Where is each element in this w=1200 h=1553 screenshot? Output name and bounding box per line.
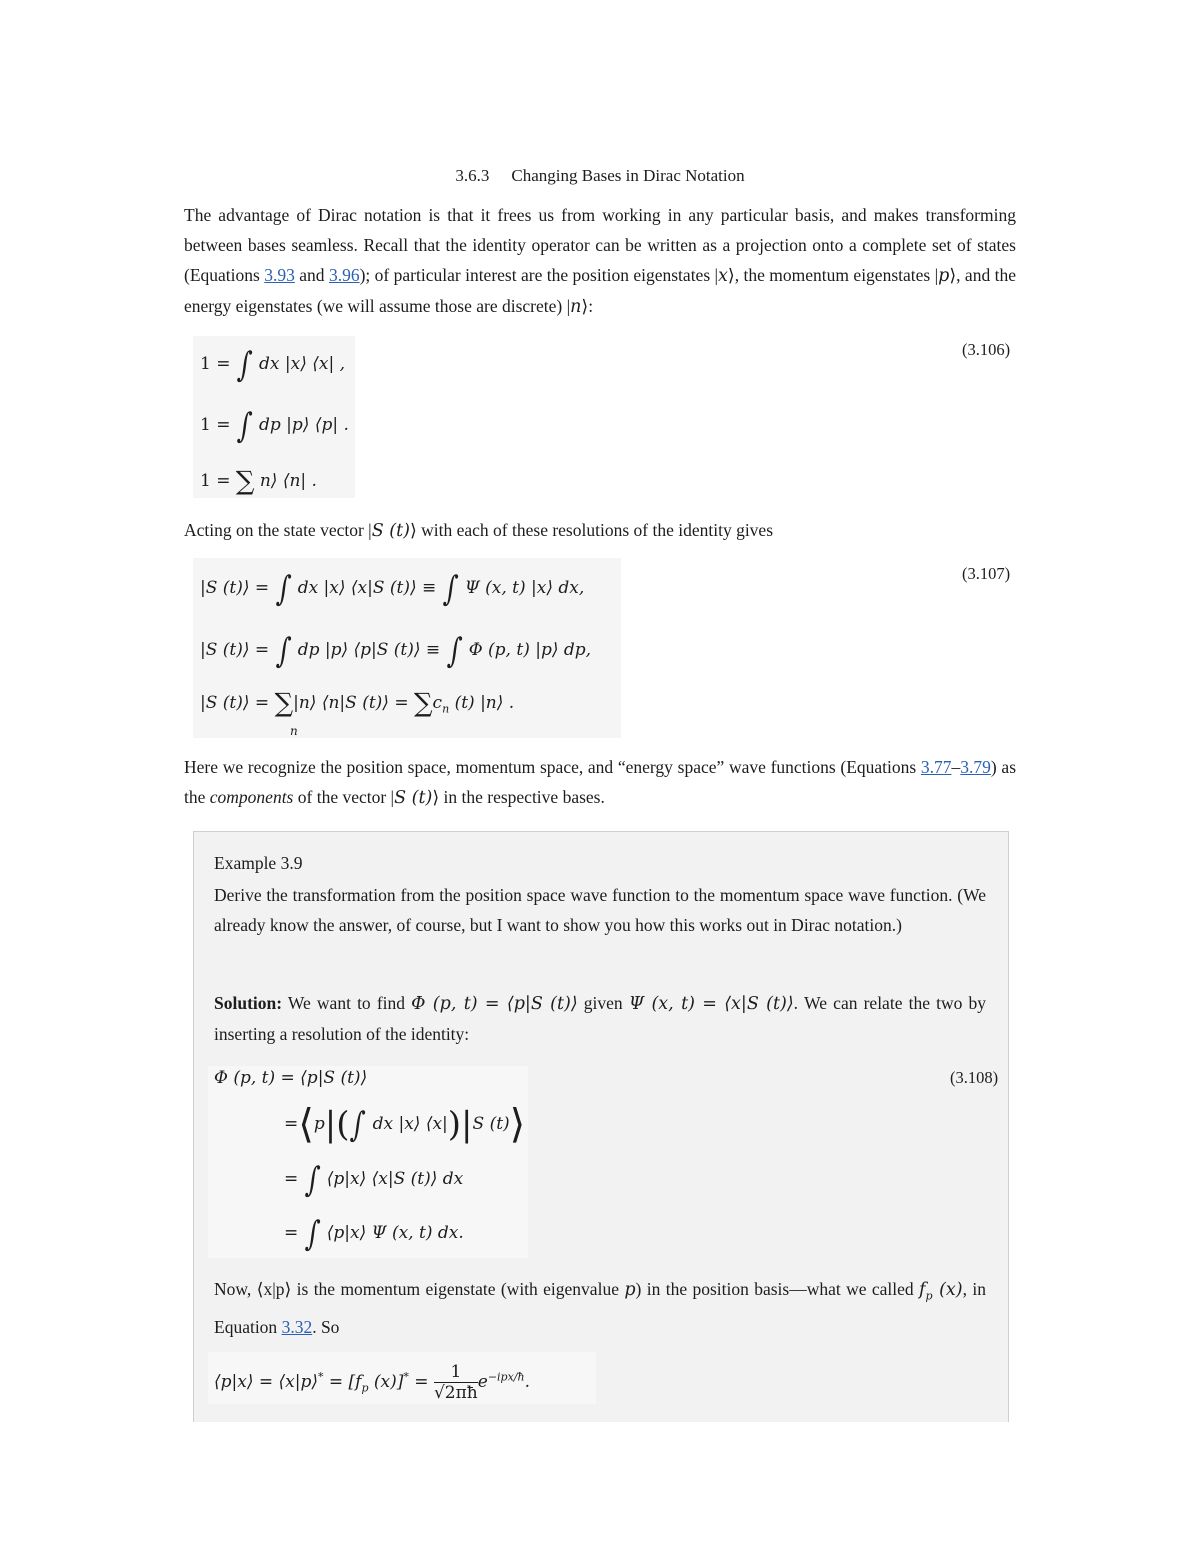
equation-link-3-77[interactable]: 3.77 [920, 757, 952, 777]
equation-3-106-line-1: 1 = ∫ dx |x⟩ ⟨x| , [200, 344, 345, 385]
equation-3-108-line-4: = ∫ ⟨p|x⟩ Ψ (x, t) dx. [284, 1213, 464, 1254]
math-state: S (t) [371, 521, 410, 541]
solution-label: Solution: [214, 993, 283, 1013]
equation-link-3-93[interactable]: 3.93 [264, 265, 295, 285]
equation-3-108-line-2: =⟨p|(∫ dx |x⟩ ⟨x|)|S (t)⟩ [284, 1101, 526, 1148]
intro-text: and [294, 265, 329, 285]
equation-3-107-line-2: |S (t)⟩ = ∫ dp |p⟩ ⟨p|S (t)⟩ ≡ ∫ Φ (p, t) |p⟩ dp, [200, 630, 592, 671]
intro-text: ⟩, the momentum eigenstates | [727, 265, 939, 285]
equation-link-3-79[interactable]: 3.79 [960, 757, 991, 777]
intro-text: ⟩: [581, 296, 594, 316]
intro-text: ); of particular interest are the position eigenstates | [359, 265, 719, 285]
emphasis-components: components [209, 787, 294, 807]
math-x: x [718, 266, 728, 286]
section-number: 3.6.3 [455, 166, 490, 185]
section-title: Changing Bases in Dirac Notation [511, 166, 745, 185]
equation-3-108-line-3: = ∫ ⟨p|x⟩ ⟨x|S (t)⟩ dx [284, 1159, 464, 1200]
math-n: n [570, 297, 582, 317]
equation-number-3-107: (3.107) [962, 564, 1011, 583]
example-title: Example 3.9 [214, 853, 303, 873]
intro-text: The advantage of Dirac notation is that it frees us from working in any particular basis, and makes transforming between bases seamless. Recall that the identity operator can be written as a projection onto a complete set of states (Equations [184, 205, 1016, 285]
equation-number-3-108: (3.108) [950, 1068, 999, 1087]
acting-paragraph: Acting on the state vector |S (t)⟩ with each of these resolutions of the identity gives [184, 520, 774, 541]
equation-link-3-96[interactable]: 3.96 [328, 265, 360, 285]
equation-3-108-line-1: Φ (p, t) = ⟨p|S (t)⟩ [214, 1068, 368, 1088]
math-p: p [938, 266, 950, 286]
intro-text: ⟩, and the energy eigenstates (we will assume those are discrete) | [184, 265, 1016, 316]
example-body: Derive the transformation from the position space wave function to the momentum space wave function. (We already know the answer, of course, but I want to show you how this works out in Dirac notation.) [214, 885, 986, 935]
equation-3-106-line-2: 1 = ∫ dp |p⟩ ⟨p| . [200, 405, 349, 446]
here-paragraph: Here we recognize the position space, momentum space, and “energy space” wave functions (Equations 3.77–3.79) as the components of the vector |S (t)⟩ in the respective bases. [184, 757, 1017, 808]
section-heading [0, 166, 1200, 186]
sum-index: n [290, 724, 298, 738]
equation-3-107-line-3: |S (t)⟩ = ∑|n⟩ ⟨n|S (t)⟩ = $\sum c_n$ (t) |n⟩ . [200, 688, 515, 719]
equation-number-3-106: (3.106) [962, 340, 1011, 359]
solution-paragraph: Solution: We want to find Φ (p, t) = ⟨p|S (t)⟩ given Ψ (x, t) = ⟨x|S (t)⟩. We can relate the two by inserting a resolution of the identity: [214, 993, 986, 1044]
equation-link-3-32[interactable]: 3.32 [281, 1316, 313, 1337]
equation-3-107-line-1: |S (t)⟩ = ∫ dx |x⟩ ⟨x|S (t)⟩ ≡ ∫ Ψ (x, t) |x⟩ dx, [200, 568, 585, 609]
now-paragraph: Now, ⟨x|p⟩ is the momentum eigenstate (with eigenvalue p) in the position basis—what we called $f_p$ (x), in Equation 3.32. So [214, 1279, 986, 1337]
equation-3-106-line-3: 1 = ∑ n⟩ ⟨n| . [200, 466, 317, 497]
intro-paragraph [184, 200, 1016, 322]
final-equation: ⟨p|x⟩ = ⟨x|p⟩* = [$f_p$ (x)]* = $\frac{1}{√2\pi ħ}$ $e^{-ipx/ħ}$. [214, 1362, 530, 1403]
